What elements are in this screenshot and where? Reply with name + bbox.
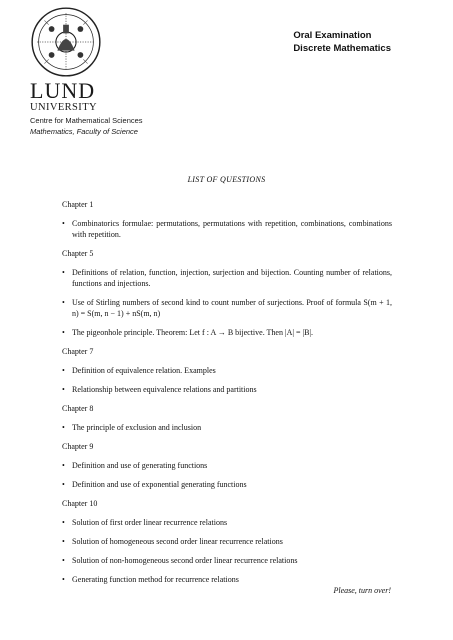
list-item: • Solution of homogeneous second order linear recurrence relations: [62, 537, 283, 546]
list-item: • Relationship between equivalence relations and partitions: [62, 385, 257, 394]
question-text: Solution of homogeneous second order linear recurrence relations: [72, 537, 283, 546]
list-item: • Definition and use of exponential generating functions: [62, 480, 247, 489]
question-text: Definition and use of exponential generating functions: [72, 480, 247, 489]
list-item: • The principle of exclusion and inclusion: [62, 423, 202, 432]
chapter-1: [62, 199, 392, 240]
list-item: • Definition of equivalence relation. Examples: [62, 366, 216, 375]
affiliation: [30, 115, 143, 137]
list-item: • Definition and use of generating functions: [62, 461, 208, 470]
list-item: • Use of Stirling numbers of second kind to count number of surjections. Proof of formula S(m + 1, n) = S(m, n − 1) + nS(m, n): [62, 298, 392, 318]
title-line-1: Oral Examination: [293, 30, 372, 41]
title-line-2: Discrete Mathematics: [293, 42, 391, 54]
list-item: • The pigeonhole principle. Theorem: Let f : A → B bijective. Then |A| = |B|.: [62, 328, 314, 337]
document-title: [293, 30, 391, 55]
chapter-label: Chapter 10: [62, 499, 98, 508]
chapter-8: [62, 403, 392, 433]
question-text: Definitions of relation, function, injection, surjection and bijection. Counting number of relations, functions and injections.: [72, 268, 392, 288]
question-text: Definition and use of generating functions: [72, 461, 208, 470]
turn-over-note: Please, turn over!: [333, 586, 391, 595]
list-item: • Definitions of relation, function, injection, surjection and bijection. Counting number of relations, functions and injections.: [62, 268, 392, 288]
affiliation-line-1: Centre for Mathematical Sciences: [30, 116, 143, 125]
list-item: • Generating function method for recurrence relations: [62, 575, 239, 584]
chapter-label: Chapter 9: [62, 442, 94, 451]
question-text: Generating function method for recurrence relations: [72, 575, 239, 584]
affiliation-line-2: Mathematics, Faculty of Science: [30, 127, 138, 136]
question-text: Solution of non-homogeneous second order linear recurrence relations: [72, 556, 298, 565]
chapter-label: Chapter 8: [62, 404, 94, 413]
chapter-label: Chapter 5: [62, 249, 94, 258]
question-text: Use of Stirling numbers of second kind to count number of surjections. Proof of formula S(m + 1, n) = S(m, n − 1) + nS(m, n): [72, 298, 392, 318]
university-logo: [30, 6, 110, 114]
chapter-10: [62, 498, 392, 585]
question-text: The principle of exclusion and inclusion: [72, 423, 202, 432]
question-text: The pigeonhole principle. Theorem: Let f : A → B bijective. Then |A| = |B|.: [72, 328, 314, 337]
list-item: • Combinatorics formulae: permutations, permutations with repetition, combinations, combinations with repetition.: [62, 219, 392, 239]
question-text: Definition of equivalence relation. Examples: [72, 366, 216, 375]
chapter-list: [62, 199, 392, 593]
list-item: • Solution of non-homogeneous second order linear recurrence relations: [62, 556, 298, 565]
question-text: Solution of first order linear recurrence relations: [72, 518, 228, 527]
question-text: Combinatorics formulae: permutations, permutations with repetition, combinations, combinations with repetition.: [72, 219, 392, 239]
list-title: LIST OF QUESTIONS: [187, 175, 266, 184]
chapter-7: [62, 346, 392, 395]
question-text: Relationship between equivalence relations and partitions: [72, 385, 257, 394]
logo-subwordmark: UNIVERSITY: [30, 102, 97, 113]
list-item: • Solution of first order linear recurrence relations: [62, 518, 228, 527]
chapter-5: [62, 248, 392, 338]
chapter-9: [62, 441, 392, 490]
chapter-label: Chapter 7: [62, 347, 94, 356]
university-seal-icon: [30, 6, 102, 78]
logo-wordmark: LUND: [30, 78, 96, 103]
chapter-label: Chapter 1: [62, 200, 94, 209]
